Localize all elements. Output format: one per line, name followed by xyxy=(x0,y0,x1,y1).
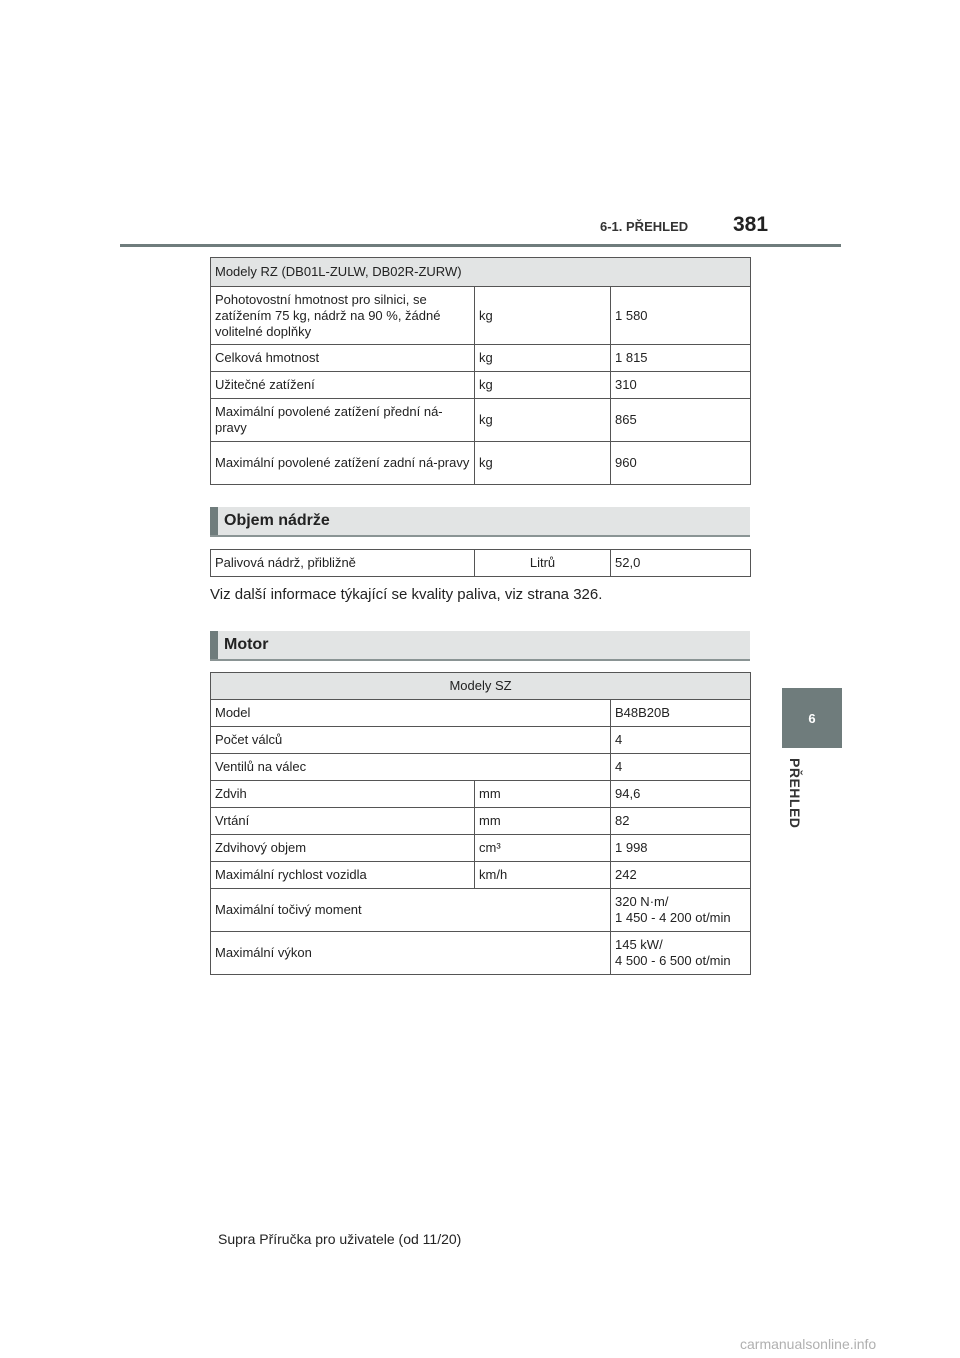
row-value: 4 xyxy=(611,754,751,781)
table-row xyxy=(211,287,751,345)
chapter-number: 6 xyxy=(808,710,816,726)
table-row xyxy=(211,372,751,399)
row-value: B48B20B xyxy=(611,700,751,727)
row-unit: mm xyxy=(475,781,611,808)
row-label: Palivová nádrž, přibližně xyxy=(211,550,475,577)
rz-table-heading: Modely RZ (DB01L-ZULW, DB02R-ZURW) xyxy=(211,258,751,287)
row-value: 1 580 xyxy=(611,287,751,345)
table-row xyxy=(211,345,751,372)
table-row xyxy=(211,862,751,889)
row-value-line: 4 500 - 6 500 ot/min xyxy=(615,953,731,968)
row-value: 52,0 xyxy=(611,550,751,577)
row-unit: kg xyxy=(475,372,611,399)
row-label: Vrtání xyxy=(211,808,475,835)
row-unit: Litrů xyxy=(475,550,611,577)
row-value: 1 998 xyxy=(611,835,751,862)
row-value: 865 xyxy=(611,399,751,442)
row-label: Celková hmotnost xyxy=(211,345,475,372)
row-label: Zdvihový objem xyxy=(211,835,475,862)
table-row xyxy=(211,700,751,727)
section-title-tank: Objem nádrže xyxy=(224,512,330,529)
row-value: 82 xyxy=(611,808,751,835)
table-row xyxy=(211,727,751,754)
row-value: 242 xyxy=(611,862,751,889)
section-accent xyxy=(210,631,218,659)
row-label: Maximální výkon xyxy=(211,932,611,975)
engine-table-block xyxy=(210,672,750,975)
row-label: Model xyxy=(211,700,611,727)
row-label: Maximální rychlost vozidla xyxy=(211,862,475,889)
row-value-line: 145 kW/ xyxy=(615,937,663,952)
row-value: 1 815 xyxy=(611,345,751,372)
row-unit: cm³ xyxy=(475,835,611,862)
table-row xyxy=(211,781,751,808)
row-label: Maximální povolené zatížení zadní ná-pravy xyxy=(211,442,475,485)
row-value-line: 1 450 - 4 200 ot/min xyxy=(615,910,731,925)
section-heading-tank xyxy=(210,507,750,537)
tank-table xyxy=(210,549,751,577)
table-row xyxy=(211,550,751,577)
row-label: Zdvih xyxy=(211,781,475,808)
row-label: Počet válců xyxy=(211,727,611,754)
table-row xyxy=(211,932,751,975)
row-unit: kg xyxy=(475,442,611,485)
footer-text: Supra Příručka pro uživatele (od 11/20) xyxy=(218,1231,462,1247)
row-unit: kg xyxy=(475,345,611,372)
row-unit: km/h xyxy=(475,862,611,889)
rz-table-block xyxy=(210,257,750,485)
page-number: 381 xyxy=(733,213,769,236)
engine-table-heading: Modely SZ xyxy=(211,673,751,700)
engine-table xyxy=(210,672,751,975)
row-label: Maximální točivý moment xyxy=(211,889,611,932)
section-title-engine: Motor xyxy=(224,636,269,653)
row-value xyxy=(611,889,751,932)
tank-table-block xyxy=(210,549,750,577)
row-value: 310 xyxy=(611,372,751,399)
row-label: Užitečné zatížení xyxy=(211,372,475,399)
chapter-label: PŘEHLED xyxy=(787,758,803,829)
watermark: carmanualsonline.info xyxy=(740,1336,877,1352)
row-value: 4 xyxy=(611,727,751,754)
fuel-quality-note: Viz další informace týkající se kvality paliva, viz strana 326. xyxy=(210,586,603,603)
section-title: 6-1. PŘEHLED xyxy=(600,219,689,234)
table-row xyxy=(211,399,751,442)
table-heading-row xyxy=(211,258,751,287)
row-label: Ventilů na válec xyxy=(211,754,611,781)
row-value-line: 320 N·m/ xyxy=(615,894,669,909)
chapter-tab xyxy=(782,688,842,748)
row-unit: kg xyxy=(475,399,611,442)
table-row xyxy=(211,835,751,862)
table-row xyxy=(211,754,751,781)
table-row xyxy=(211,808,751,835)
section-accent xyxy=(210,507,218,535)
row-value xyxy=(611,932,751,975)
table-heading-row xyxy=(211,673,751,700)
row-unit: mm xyxy=(475,808,611,835)
table-row xyxy=(211,889,751,932)
header-rule xyxy=(120,244,841,247)
section-heading-engine xyxy=(210,631,750,661)
table-row xyxy=(211,442,751,485)
rz-weight-table xyxy=(210,257,751,485)
row-value: 960 xyxy=(611,442,751,485)
row-label: Maximální povolené zatížení přední ná-pravy xyxy=(211,399,475,442)
row-value: 94,6 xyxy=(611,781,751,808)
row-unit: kg xyxy=(475,287,611,345)
row-label: Pohotovostní hmotnost pro silnici, se zatížením 75 kg, nádrž na 90 %, žádné volitelné doplňky xyxy=(211,287,475,345)
